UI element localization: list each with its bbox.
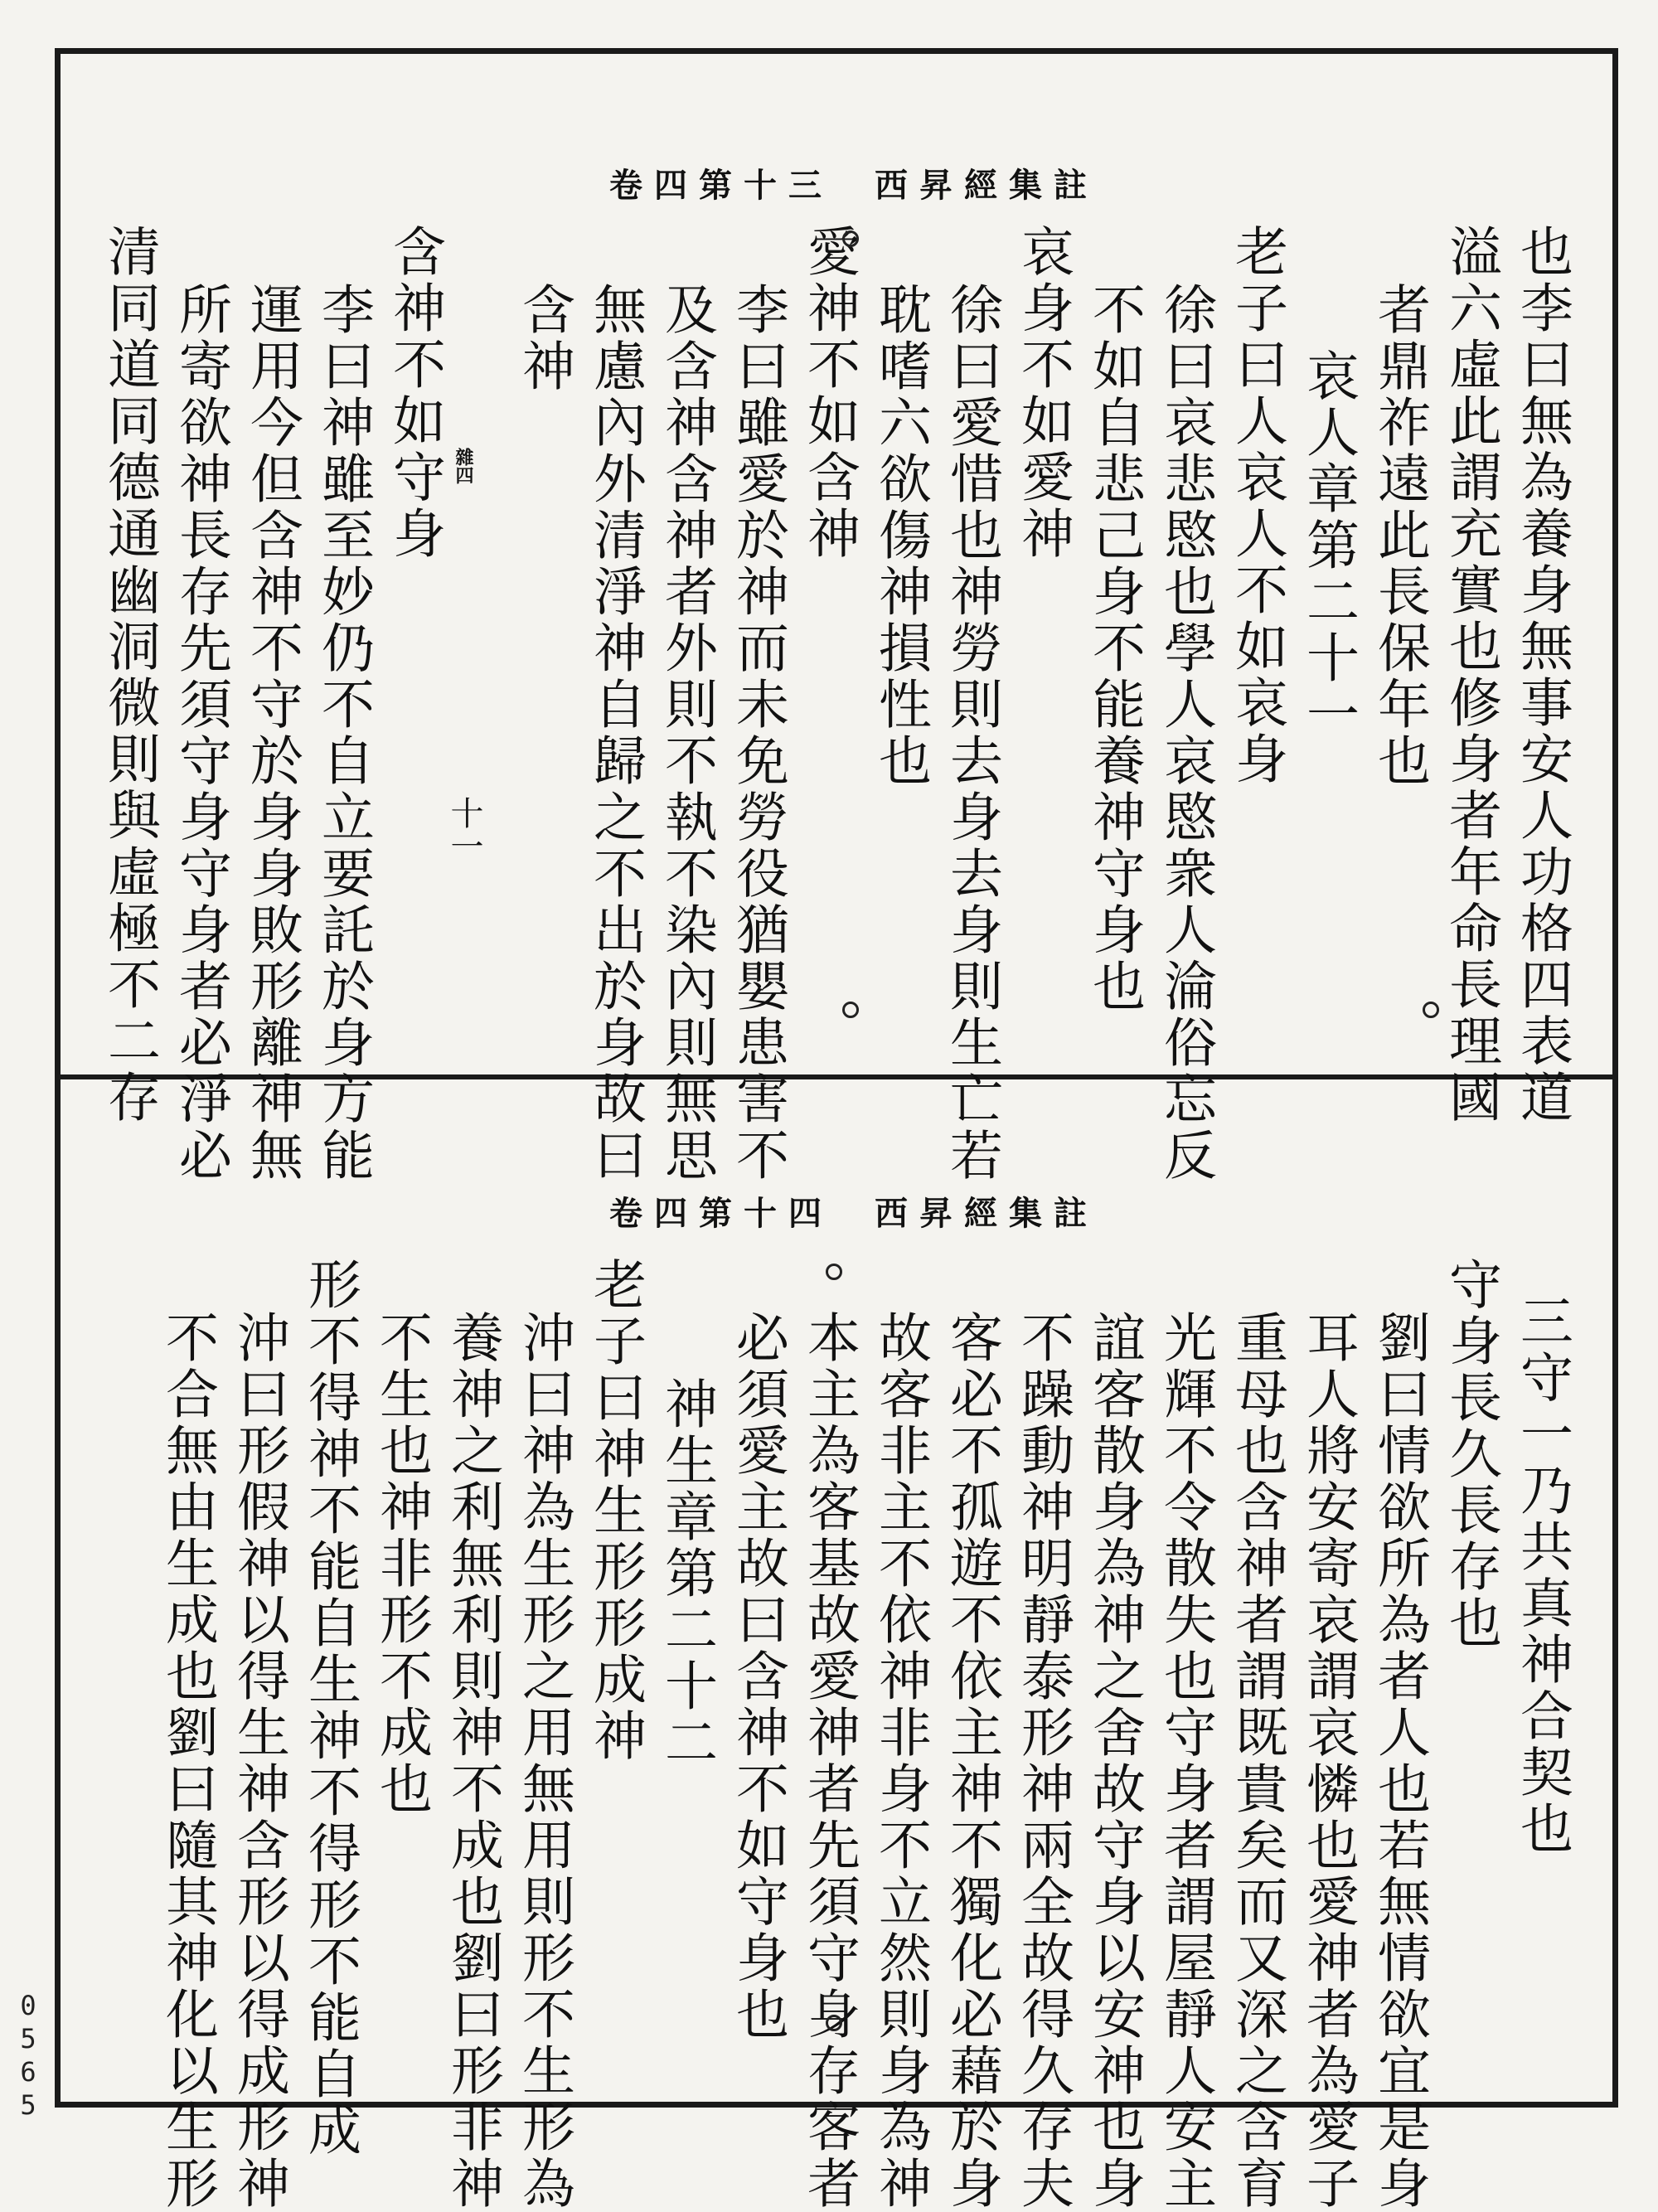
top-column-9: 徐曰愛惜也神勞則去身去身則生亡若: [941, 282, 1002, 1184]
bottom-column-19: 沖曰形假神以得生神含形以得成形神: [228, 1310, 289, 2212]
punctuation-circle: [826, 2015, 842, 2031]
bottom-column-9: 客必不孤遊不依主神不獨化必藉於身: [941, 1310, 1002, 2212]
bottom-column-2: 守身長久長存也: [1440, 1257, 1501, 1652]
bottom-column-20: 不合無由生成也劉曰隨其神化以生形: [157, 1310, 218, 2212]
top-column-2: 溢六虛此謂充實也修身者年命長理國: [1440, 224, 1501, 1126]
top-column-15: 含神: [513, 282, 574, 395]
top-header: [609, 159, 1098, 206]
top-folio-number: 十一: [445, 796, 483, 862]
bottom-column-12: 必須愛主故曰含神不如守身也: [727, 1310, 788, 2043]
top-chapter-title-21: 哀人章第二十一: [1297, 348, 1359, 743]
bottom-column-14: 老子曰神生形形成神: [584, 1257, 646, 1764]
punctuation-circle: [842, 230, 859, 247]
top-column-12: 李曰雖愛於神而未免勞役猶嬰患害不: [727, 282, 788, 1184]
bottom-column-3: 劉曰情欲所為者人也若無情欲宜是身: [1369, 1310, 1430, 2212]
top-column-17: 李曰神雖至妙仍不自立要託於身方能: [313, 282, 374, 1184]
top-column-3: 者鼎祚遠此長保年也: [1369, 282, 1430, 789]
bottom-column-8: 不躁動神明靜泰形神兩全故得久存夫: [1012, 1310, 1074, 2212]
top-column-11: 愛神不如含神: [798, 224, 860, 562]
bottom-header: [609, 1187, 1098, 1235]
bottom-column-11: 本主為客基故愛神者先須守身存客者: [798, 1310, 860, 2212]
top-column-8: 哀身不如愛神: [1012, 224, 1074, 562]
top-header-volume: 卷四第十三: [609, 166, 833, 205]
top-column-10: 耽嗜六欲傷神損性也: [870, 282, 931, 789]
bottom-column-17: 不生也神非形不成也: [371, 1310, 432, 1817]
top-column-6: 徐曰哀悲愍也學人哀愍衆人淪俗忘反: [1155, 282, 1216, 1184]
top-column-7: 不如自悲己身不能養神守身也: [1084, 282, 1145, 1015]
bottom-column-10: 故客非主不依神非身不立然則身為神: [870, 1310, 931, 2212]
top-column-18: 運用今但含神不守於身身敗形離神無: [241, 282, 303, 1184]
punctuation-circle: [1423, 1002, 1439, 1018]
bottom-column-4: 耳人將安寄哀謂哀憐也愛神者為愛子: [1297, 1310, 1359, 2212]
bottom-column-16: 養神之利無利則神不成也劉曰形非神: [442, 1310, 503, 2212]
top-column-5: 老子曰人哀人不如哀身: [1226, 224, 1287, 788]
bottom-chapter-title-22: 神生章第二十二: [656, 1376, 717, 1771]
page-number: 0565: [12, 1990, 44, 2122]
top-column-19: 所寄欲神長存先須守身守身者必淨必: [170, 282, 231, 1184]
bottom-header-volume: 卷四第十四: [609, 1194, 833, 1233]
bottom-column-5: 重母也含神者謂既貴矣而又深之含育: [1226, 1310, 1287, 2212]
bottom-column-18: 形不得神不能自生神不得形不能自成: [299, 1257, 361, 2159]
top-folio-note: 雜四: [453, 448, 474, 484]
top-column-1: 也李曰無為養身無事安人功格四表道: [1511, 224, 1573, 1126]
top-column-13: 及含神含神者外則不執不染內則無思: [656, 282, 717, 1184]
bottom-column-7: 誼客散身為神之舍故守身以安神也身: [1084, 1310, 1145, 2212]
bottom-header-title: 西昇經集註: [875, 1194, 1098, 1233]
top-column-14: 無慮內外清淨神自歸之不出於身故曰: [584, 282, 646, 1184]
bottom-column-6: 光輝不令散失也守身者謂屋靜人安主: [1155, 1310, 1216, 2212]
top-header-title: 西昇經集註: [875, 166, 1098, 205]
punctuation-circle: [842, 1002, 859, 1018]
top-column-16: 含神不如守身: [384, 224, 445, 562]
bottom-column-15: 沖曰神為生形之用無用則形不生形為: [513, 1310, 574, 2212]
bottom-column-1: 三守一乃共真神合契也: [1511, 1293, 1573, 1857]
top-column-20: 清同道同德通幽洞微則與虛極不二存: [99, 224, 160, 1126]
punctuation-circle: [826, 1264, 842, 1280]
